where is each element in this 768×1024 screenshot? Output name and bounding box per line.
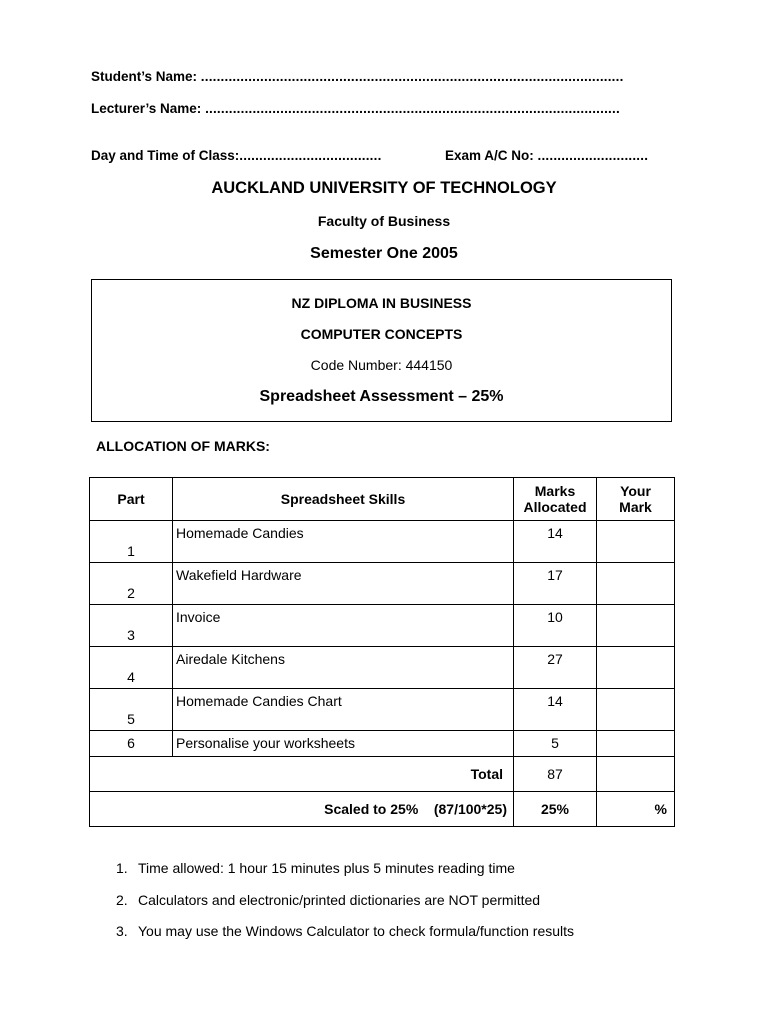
part-number: 3 — [127, 627, 135, 643]
header-marks-allocated — [514, 478, 597, 521]
part-number: 4 — [127, 669, 135, 685]
table-row — [90, 605, 675, 647]
marks-cell — [514, 563, 597, 605]
university-title: AUCKLAND UNIVERSITY OF TECHNOLOGY — [211, 179, 557, 197]
scaled-formula: (87/100*25) — [433, 801, 507, 817]
total-your-mark-cell — [597, 757, 675, 792]
part-number: 5 — [127, 711, 135, 727]
total-value: 87 — [514, 757, 597, 792]
list-item — [116, 921, 574, 953]
table-row — [90, 689, 675, 731]
marks-cell — [514, 647, 597, 689]
lecturer-name-blank: ......................................................................................................... — [205, 101, 620, 116]
skill-cell — [173, 647, 514, 689]
semester-label: Semester One 2005 — [310, 245, 458, 262]
skill-name: Wakefield Hardware — [176, 567, 302, 583]
total-label: Total — [90, 757, 514, 792]
program-name: NZ DIPLOMA IN BUSINESS — [291, 295, 472, 311]
part-cell — [90, 563, 173, 605]
note-number: 2. — [116, 891, 128, 908]
part-cell — [90, 521, 173, 563]
list-item — [116, 890, 574, 922]
header-skills: Spreadsheet Skills — [173, 478, 514, 521]
note-text: Calculators and electronic/printed dictionaries are NOT permitted — [138, 891, 541, 908]
skill-cell — [173, 731, 514, 757]
scaled-label-cell — [90, 792, 514, 827]
total-row — [90, 757, 675, 792]
skill-name: Homemade Candies — [176, 525, 304, 541]
note-text: You may use the Windows Calculator to check formula/function results — [138, 923, 575, 939]
assessment-title: Spreadsheet Assessment – 25% — [259, 388, 504, 405]
your-mark-cell — [597, 731, 675, 757]
marks-cell — [514, 605, 597, 647]
scaled-label: Scaled to 25% — [324, 801, 419, 817]
header-part: Part — [90, 478, 173, 521]
your-mark-cell — [597, 521, 675, 563]
part-cell — [90, 689, 173, 731]
part-cell — [90, 605, 173, 647]
table-row — [90, 563, 675, 605]
part-number: 6 — [127, 735, 135, 751]
marks-cell — [514, 731, 597, 757]
class-time-blank: .................................... — [239, 148, 382, 163]
marks-value: 5 — [551, 735, 559, 751]
marks-cell — [514, 521, 597, 563]
part-cell — [90, 647, 173, 689]
course-code: Code Number: 444150 — [310, 357, 453, 373]
note-number: 1. — [116, 860, 128, 876]
skill-cell — [173, 689, 514, 731]
marks-table — [89, 477, 675, 827]
scaled-row — [90, 792, 675, 827]
student-name-field — [91, 69, 624, 84]
table-header-row — [90, 478, 675, 521]
marks-value: 14 — [547, 693, 563, 709]
scaled-value: 25% — [514, 792, 597, 827]
skill-name: Invoice — [176, 609, 221, 625]
marks-value: 14 — [547, 525, 563, 541]
allocation-heading: ALLOCATION OF MARKS: — [96, 438, 270, 454]
skill-name: Homemade Candies Chart — [176, 693, 342, 709]
marks-cell — [514, 689, 597, 731]
instructions-list — [116, 858, 574, 953]
note-number: 3. — [116, 923, 128, 939]
student-name-blank: ........................................................................................................... — [200, 69, 624, 84]
header-your-mark-line1: Your — [620, 483, 651, 499]
your-mark-cell — [597, 647, 675, 689]
part-cell — [90, 731, 173, 757]
table-row — [90, 521, 675, 563]
header-marks-allocated-line2: Allocated — [523, 499, 587, 515]
skill-cell — [173, 521, 514, 563]
marks-value: 27 — [547, 651, 563, 667]
exam-ac-label: Exam A/C No: — [445, 148, 534, 163]
lecturer-name-field — [91, 101, 620, 116]
course-name: COMPUTER CONCEPTS — [300, 326, 463, 342]
class-time-field — [91, 148, 382, 163]
part-number: 1 — [127, 543, 135, 559]
marks-value: 10 — [547, 609, 563, 625]
list-item — [116, 858, 574, 890]
skill-name: Airedale Kitchens — [176, 651, 285, 667]
exam-ac-blank: ............................ — [537, 148, 649, 163]
header-your-mark-line2: Mark — [619, 499, 652, 515]
skill-cell — [173, 563, 514, 605]
table-row — [90, 647, 675, 689]
header-marks-allocated-line1: Marks — [534, 483, 576, 499]
class-time-label: Day and Time of Class: — [91, 148, 240, 163]
skill-name: Personalise your worksheets — [176, 735, 355, 751]
student-name-label: Student’s Name: — [91, 69, 198, 84]
exam-ac-field — [445, 148, 648, 163]
your-mark-cell — [597, 689, 675, 731]
your-mark-cell — [597, 563, 675, 605]
your-mark-cell — [597, 605, 675, 647]
skill-cell — [173, 605, 514, 647]
note-text: Time allowed: 1 hour 15 minutes plus 5 minutes reading time — [138, 860, 515, 876]
marks-value: 17 — [547, 567, 563, 583]
table-row — [90, 731, 675, 757]
your-percent-cell: % — [597, 792, 675, 827]
header-your-mark — [597, 478, 675, 521]
faculty-name: Faculty of Business — [317, 213, 451, 229]
part-number: 2 — [127, 585, 135, 601]
lecturer-name-label: Lecturer’s Name: — [91, 101, 202, 116]
course-info-box — [91, 279, 672, 422]
